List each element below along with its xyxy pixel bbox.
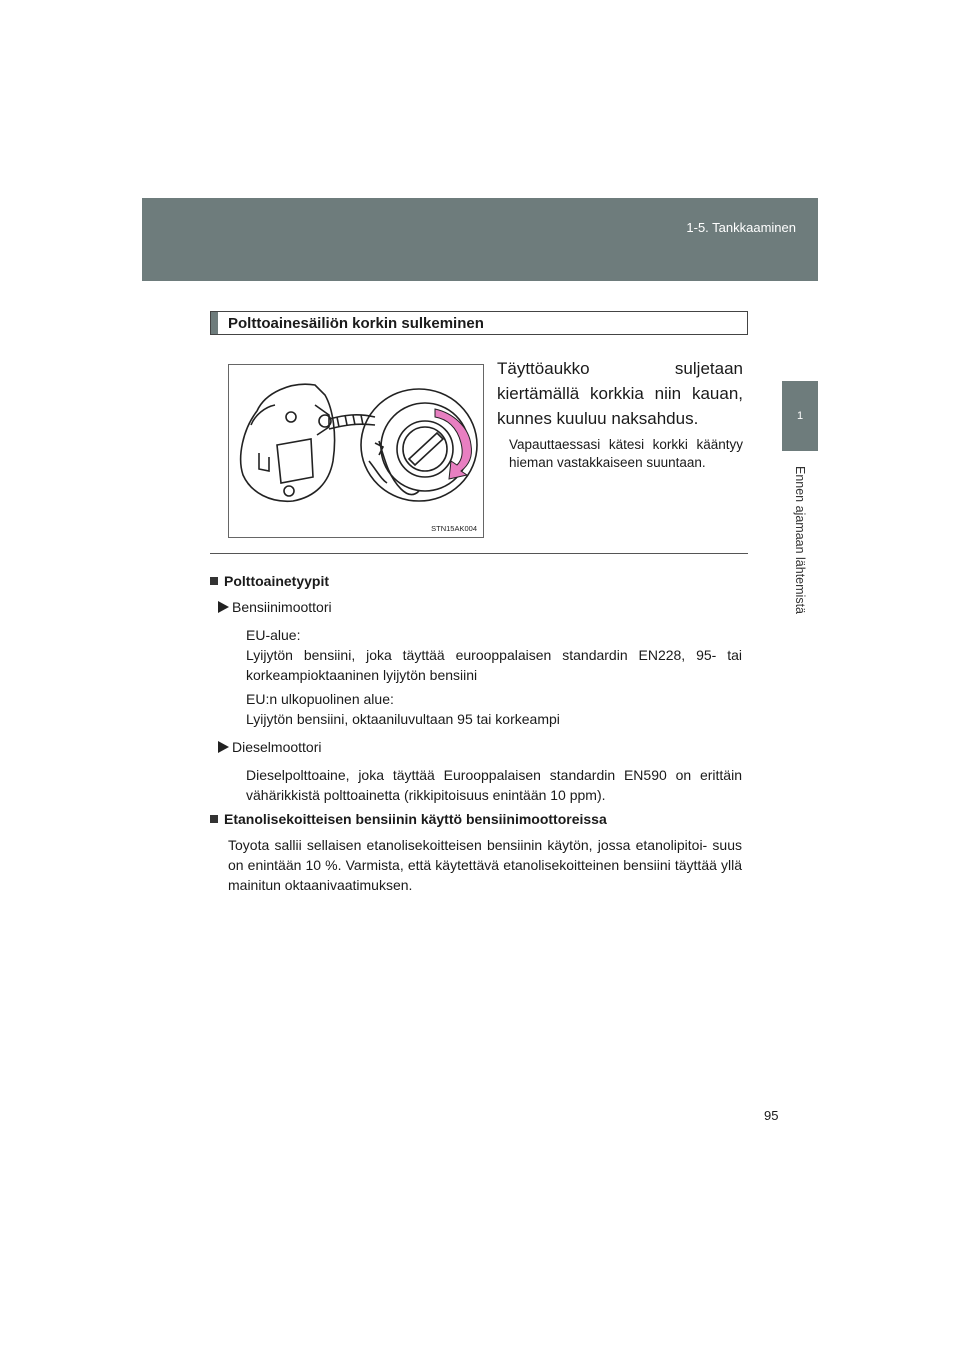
eu-title: EU-alue:	[246, 627, 301, 643]
intro-sub-text: Vapauttaessasi kätesi korkki kääntyy hieman vastakkaiseen suuntaan.	[509, 437, 743, 470]
section-heading	[210, 311, 748, 335]
square-bullet-icon	[210, 577, 218, 585]
fuel-types-heading-text: Polttoainetyypit	[224, 573, 330, 589]
triangle-bullet-icon	[218, 601, 229, 613]
fuel-cap-illustration	[228, 364, 484, 538]
section-title: Polttoainesäiliön korkin sulkeminen	[228, 315, 484, 332]
intro-main-text: Täyttöaukko suljetaan kiertämällä korkkia niin kauan, kunnes kuuluu naksahdus.	[497, 359, 743, 428]
gasoline-label	[210, 597, 750, 617]
fuel-cap-drawing	[229, 365, 483, 537]
diesel-text: Dieselpolttoaine, joka täyttää Eurooppalaisen standardin EN590 on erittäin vähärikkistä polttoainetta (rikkipitoisuus enintään 10 ppm).	[246, 767, 742, 803]
non-eu-text: Lyijytön bensiini, oktaaniluvultaan 95 tai korkeampi	[246, 711, 560, 727]
gasoline-non-eu	[210, 689, 742, 729]
chapter-label-text: Ennen ajamaan lähtemistä	[793, 465, 807, 614]
divider	[210, 553, 748, 554]
section-heading-bar	[211, 312, 218, 334]
non-eu-title: EU:n ulkopuolinen alue:	[246, 691, 394, 707]
header-band	[142, 198, 818, 281]
eu-text: Lyijytön bensiini, joka täyttää eurooppalaisen standardin EN228, 95- tai korkeampioktaaninen lyijytön bensiini	[246, 647, 742, 683]
ethanol-text: Toyota sallii sellaisen etanolisekoitteisen bensiinin käytön, jossa etanolipitoi- suus on enintään 10 %. Varmista, että käytettävä etanolisekoitteinen bensiini täyttää yllä mainitun oktaanivaatimuksen.	[228, 837, 742, 893]
figure-code: STN15AK004	[431, 524, 477, 533]
fuel-types-heading	[210, 571, 742, 591]
ethanol-heading	[210, 809, 742, 829]
diesel-label	[210, 737, 750, 757]
page-number: 95	[764, 1108, 779, 1123]
diesel-label-text: Dieselmoottori	[232, 739, 322, 755]
section-label: 1-5. Tankkaaminen	[686, 220, 796, 235]
gasoline-eu	[210, 625, 742, 685]
chapter-tab[interactable]: 1	[782, 381, 818, 451]
ethanol-heading-text: Etanolisekoitteisen bensiinin käyttö bensiinimoottoreissa	[224, 811, 607, 827]
square-bullet-icon	[210, 815, 218, 823]
gasoline-label-text: Bensiinimoottori	[232, 599, 332, 615]
triangle-bullet-icon	[218, 741, 229, 753]
